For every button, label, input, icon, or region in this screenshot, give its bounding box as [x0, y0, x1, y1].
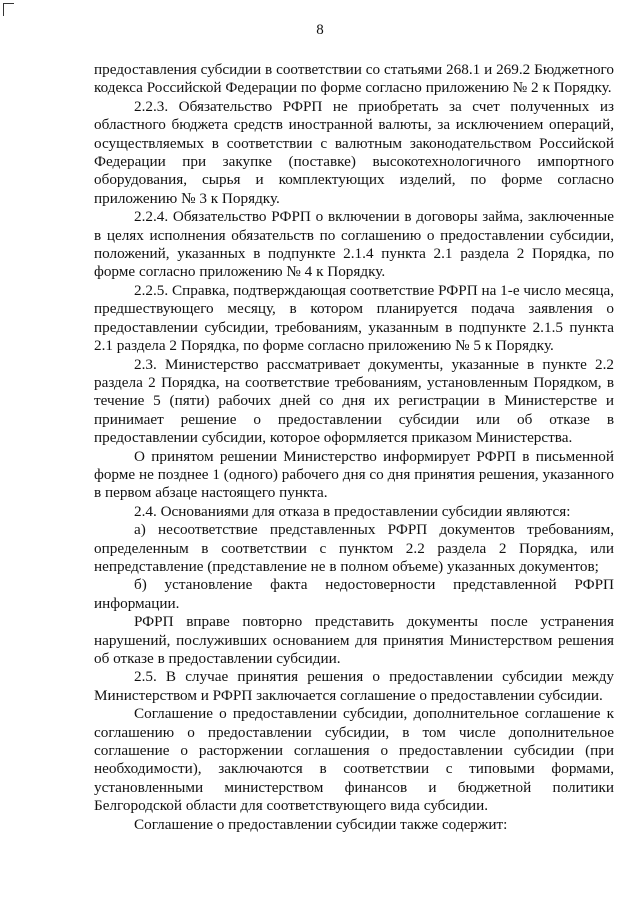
paragraph: 2.2.5. Справка, подтверждающая соответствие РФРП на 1-е число месяца, предшествующего месяцу, в котором планируется подача заявления о предоставлении субсидии, требованиям, указанным в подпункте 2.1.5 пункта 2.1 раздела 2 Порядка, по форме согласно приложению № 5 к Порядку.: [94, 281, 614, 355]
paragraph: РФРП вправе повторно представить документы после устранения нарушений, послуживших основанием для принятия Министерством решения об отказе в предоставлении субсидии.: [94, 613, 614, 667]
paragraph: 2.5. В случае принятия решения о предоставлении субсидии между Министерством и РФРП заключается соглашение о предоставлении субсидии.: [94, 668, 614, 704]
paragraph: Соглашение о предоставлении субсидии, дополнительное соглашение к соглашению о предоставлении субсидии, в том числе дополнительное соглашение о расторжении соглашения о предоставлении субсидии (при необходимости), заключаются в соответствии с типовыми формами, установленными министерством финансов и бюджетной политики Белгородской области для соответствующего вида субсидии.: [94, 705, 614, 815]
paragraph: О принятом решении Министерство информирует РФРП в письменной форме не позднее 1 (одного) рабочего дня со дня принятия решения, указанного в первом абзаце настоящего пункта.: [94, 447, 614, 502]
paragraph: 2.4. Основаниями для отказа в предоставлении субсидии являются:: [134, 502, 571, 520]
document-body: [94, 61, 614, 834]
paragraph: предоставления субсидии в соответствии со статьями 268.1 и 269.2 Бюджетного кодекса Российской Федерации по форме согласно приложению № 2 к Порядку.: [94, 61, 614, 97]
paragraph: а) несоответствие представленных РФРП документов требованиям, определенным в соответствии с пунктом 2.2 раздела 2 Порядка, или непредставление (представление не в полном объеме) указанных документов;: [94, 521, 614, 575]
paragraph: б) установление факта недостоверности представленной РФРП информации.: [94, 576, 614, 612]
paragraph: Соглашение о предоставлении субсидии также содержит:: [134, 815, 508, 833]
paragraph: 2.2.3. Обязательство РФРП не приобретать за счет полученных из областного бюджета средств иностранной валюты, за исключением операций, осуществляемых в соответствии с валютным законодательством Российской Федерации при закупке (поставке) высокотехнологичного импортного оборудования, сырья и комплектующих изделий, по форме согласно приложению № 3 к Порядку.: [94, 97, 614, 207]
paragraph: 2.2.4. Обязательство РФРП о включении в договоры займа, заключенные в целях исполнения обязательств по соглашению о предоставлении субсидии, положений, указанных в подпункте 2.1.4 пункта 2.1 раздела 2 Порядка, по форме согласно приложению № 4 к Порядку.: [94, 208, 614, 281]
paragraph: 2.3. Министерство рассматривает документы, указанные в пункте 2.2 раздела 2 Порядка, на соответствие требованиям, установленным Порядком, в течение 5 (пяти) рабочих дней со дня их регистрации в Министерстве и принимает решение о предоставлении субсидии или об отказе в предоставлении субсидии, которое оформляется приказом Министерства.: [94, 355, 614, 447]
page-number: 8: [316, 22, 324, 38]
scan-corner-mark: [3, 3, 14, 16]
